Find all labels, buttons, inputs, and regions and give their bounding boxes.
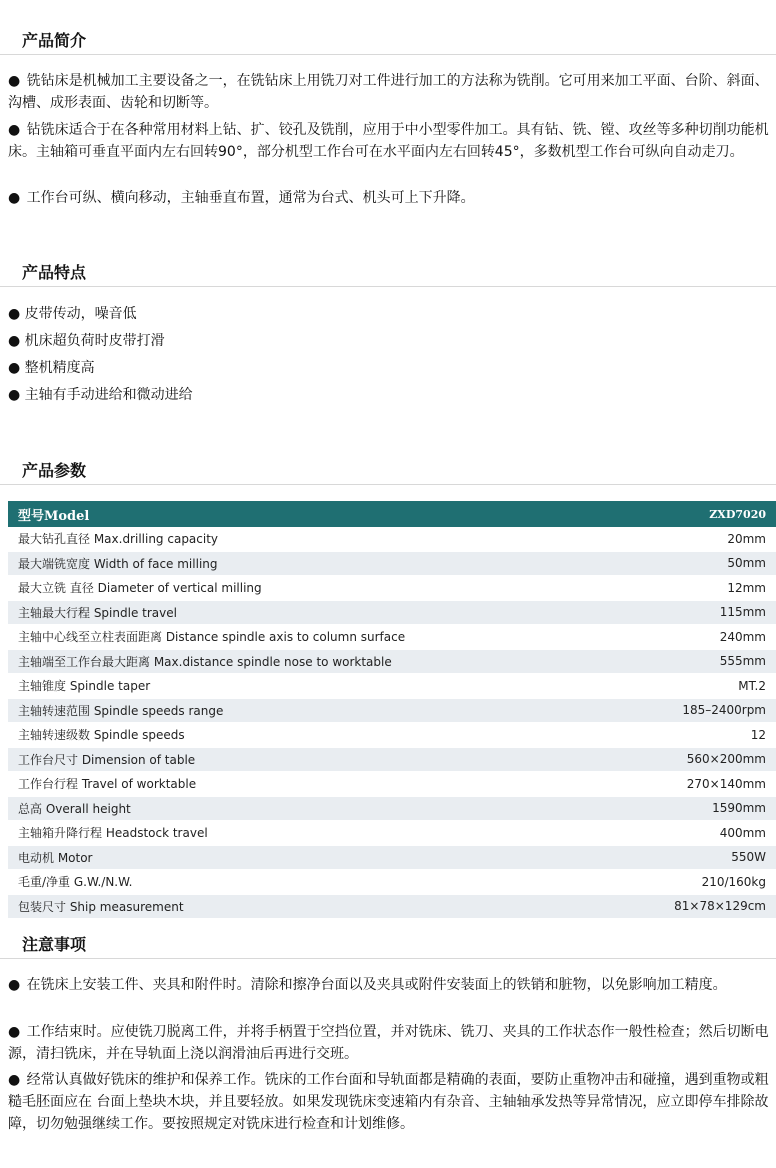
features-section-header (0, 258, 776, 287)
notes-section-header (0, 930, 776, 959)
bullet-icon: ● (8, 122, 21, 138)
table-row (8, 600, 776, 625)
intro-paragraph: ● 工作台可纵、横向移动，主轴垂直布置，通常为台式、机头可上下升降。 (8, 190, 475, 206)
spec-label: 最大钻孔直径 Max.drilling capacity (8, 527, 608, 551)
table-row (8, 551, 776, 576)
features-title: 产品特点 (22, 263, 87, 282)
bullet-icon: ● (8, 1024, 21, 1040)
bullet-icon: ● (8, 387, 21, 403)
spec-value: 185–2400rpm (608, 698, 776, 723)
spec-value: MT.2 (608, 674, 776, 699)
spec-value: 1590mm (608, 796, 776, 821)
table-row (8, 894, 776, 919)
table-row (8, 576, 776, 601)
spec-label: 包装尺寸 Ship measurement (8, 894, 608, 919)
spec-value: 12 (608, 723, 776, 748)
spec-value: 81×78×129cm (608, 894, 776, 919)
spec-label: 主轴最大行程 Spindle travel (8, 600, 608, 625)
table-row (8, 723, 776, 748)
bullet-icon: ● (8, 73, 21, 89)
notes-title: 注意事项 (22, 935, 87, 954)
spec-value: 240mm (608, 625, 776, 650)
model-header-value: ZXD7020 (608, 501, 776, 527)
feature-item: ● 机床超负荷时皮带打滑 (8, 333, 165, 349)
spec-label: 最大端铣宽度 Width of face milling (8, 551, 608, 576)
spec-label: 毛重/净重 G.W./N.W. (8, 870, 608, 895)
spec-label: 总高 Overall height (8, 796, 608, 821)
notes-paragraph: ● 在铣床上安装工件、夹具和附件时。清除和擦净台面以及夹具或附件安装面上的铁销和脏物，以免影响加工精度。 (8, 977, 727, 993)
table-row (8, 845, 776, 870)
feature-item: ● 整机精度高 (8, 360, 95, 376)
table-row (8, 527, 776, 551)
table-row (8, 625, 776, 650)
feature-item: ● 主轴有手动进给和微动进给 (8, 387, 193, 403)
notes-paragraph: ● 经常认真做好铣床的维护和保养工作。铣床的工作台面和导轨面都是精确的表面，要防止重物冲击和碰撞，遇到重物或粗糙毛胚面应在 台面上垫块木块，并且要轻放。如果发现铣床变速箱内有杂音、主轴轴承发热等异常情况，应立即停车排除故障，切勿勉强继续工作。要按照规定对铣床进行检查和计划维修。 (8, 1072, 769, 1132)
spec-value: 20mm (608, 527, 776, 551)
intro-paragraph: ● 钻铣床适合于在各种常用材料上钻、扩、铰孔及铣削，应用于中小型零件加工。具有钻、铣、镗、攻丝等多种切削功能机床。主轴箱可垂直平面内左右回转90°，部分机型工作台可在水平面内左右回转45°，多数机型工作台可纵向自动走刀。 (8, 122, 769, 160)
spec-table-header (8, 501, 776, 527)
spec-table (8, 501, 776, 919)
spec-value: 270×140mm (608, 772, 776, 797)
model-header-label: 型号Model (8, 501, 608, 527)
table-row (8, 674, 776, 699)
spec-value: 210/160kg (608, 870, 776, 895)
feature-item: ● 皮带传动，噪音低 (8, 306, 137, 322)
table-row (8, 796, 776, 821)
bullet-icon: ● (8, 190, 21, 206)
spec-label: 电动机 Motor (8, 845, 608, 870)
intro-paragraph: ● 铣钻床是机械加工主要设备之一，在铣钻床上用铣刀对工件进行加工的方法称为铣削。它可用来加工平面、台阶、斜面、沟槽、成形表面、齿轮和切断等。 (8, 73, 769, 111)
bullet-icon: ● (8, 333, 21, 349)
spec-label: 主轴转速范围 Spindle speeds range (8, 698, 608, 723)
specs-section-header (0, 456, 776, 485)
table-row (8, 649, 776, 674)
bullet-icon: ● (8, 306, 21, 322)
spec-value: 555mm (608, 649, 776, 674)
table-row (8, 821, 776, 846)
table-row (8, 870, 776, 895)
bullet-icon: ● (8, 977, 21, 993)
intro-title: 产品简介 (22, 31, 87, 50)
spec-label: 工作台尺寸 Dimension of table (8, 747, 608, 772)
bullet-icon: ● (8, 1072, 21, 1088)
notes-paragraph: ● 工作结束时。应使铣刀脱离工件，并将手柄置于空挡位置，并对铣床、铣刀、夹具的工作状态作一般性检查；然后切断电源，清扫铣床，并在导轨面上浇以润滑油后再进行交班。 (8, 1024, 769, 1062)
specs-title: 产品参数 (22, 461, 87, 480)
spec-label: 主轴箱升降行程 Headstock travel (8, 821, 608, 846)
spec-label: 最大立铣 直径 Diameter of vertical milling (8, 576, 608, 601)
table-row (8, 747, 776, 772)
table-row (8, 698, 776, 723)
spec-value: 50mm (608, 551, 776, 576)
spec-label: 主轴中心线至立柱表面距离 Distance spindle axis to column surface (8, 625, 608, 650)
spec-value: 115mm (608, 600, 776, 625)
spec-label: 主轴转速级数 Spindle speeds (8, 723, 608, 748)
spec-label: 主轴锥度 Spindle taper (8, 674, 608, 699)
spec-value: 560×200mm (608, 747, 776, 772)
bullet-icon: ● (8, 360, 21, 376)
spec-label: 主轴端至工作台最大距离 Max.distance spindle nose to worktable (8, 649, 608, 674)
spec-label: 工作台行程 Travel of worktable (8, 772, 608, 797)
spec-value: 12mm (608, 576, 776, 601)
spec-value: 400mm (608, 821, 776, 846)
table-row (8, 772, 776, 797)
spec-value: 550W (608, 845, 776, 870)
intro-section-header (0, 26, 776, 55)
